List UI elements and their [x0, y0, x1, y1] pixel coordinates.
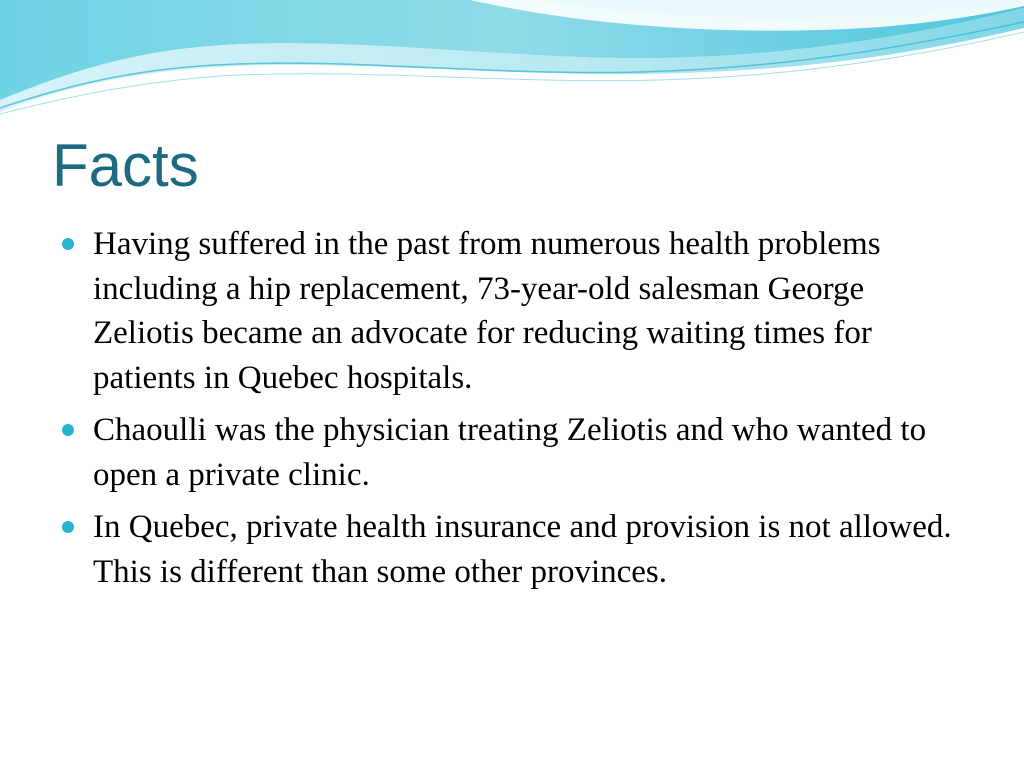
bullet-dot-icon	[62, 521, 74, 533]
slide-title: Facts	[52, 132, 199, 199]
bullet-text-quebec: In Quebec, private health insurance and provision is not allowed. This is different than some other provinces.	[93, 509, 952, 590]
bullet-marker	[62, 505, 93, 549]
bullet-list	[62, 222, 962, 602]
bullet-item	[62, 222, 962, 400]
wave-header-decoration	[0, 0, 1024, 130]
bullet-marker	[62, 408, 93, 452]
bullet-item	[62, 505, 962, 594]
bullet-text-chaoulli: Chaoulli was the physician treating Zeliotis and who wanted to open a private clinic.	[93, 412, 927, 493]
bullet-text-zeliotis: Having suffered in the past from numerous health problems including a hip replacement, 73-year-old salesman George Zeliotis became an advocate for reducing waiting times for patients in Quebec hospitals.	[93, 226, 881, 396]
bullet-item	[62, 408, 962, 497]
bullet-marker	[62, 222, 93, 266]
bullet-dot-icon	[62, 424, 74, 436]
bullet-dot-icon	[62, 238, 74, 250]
